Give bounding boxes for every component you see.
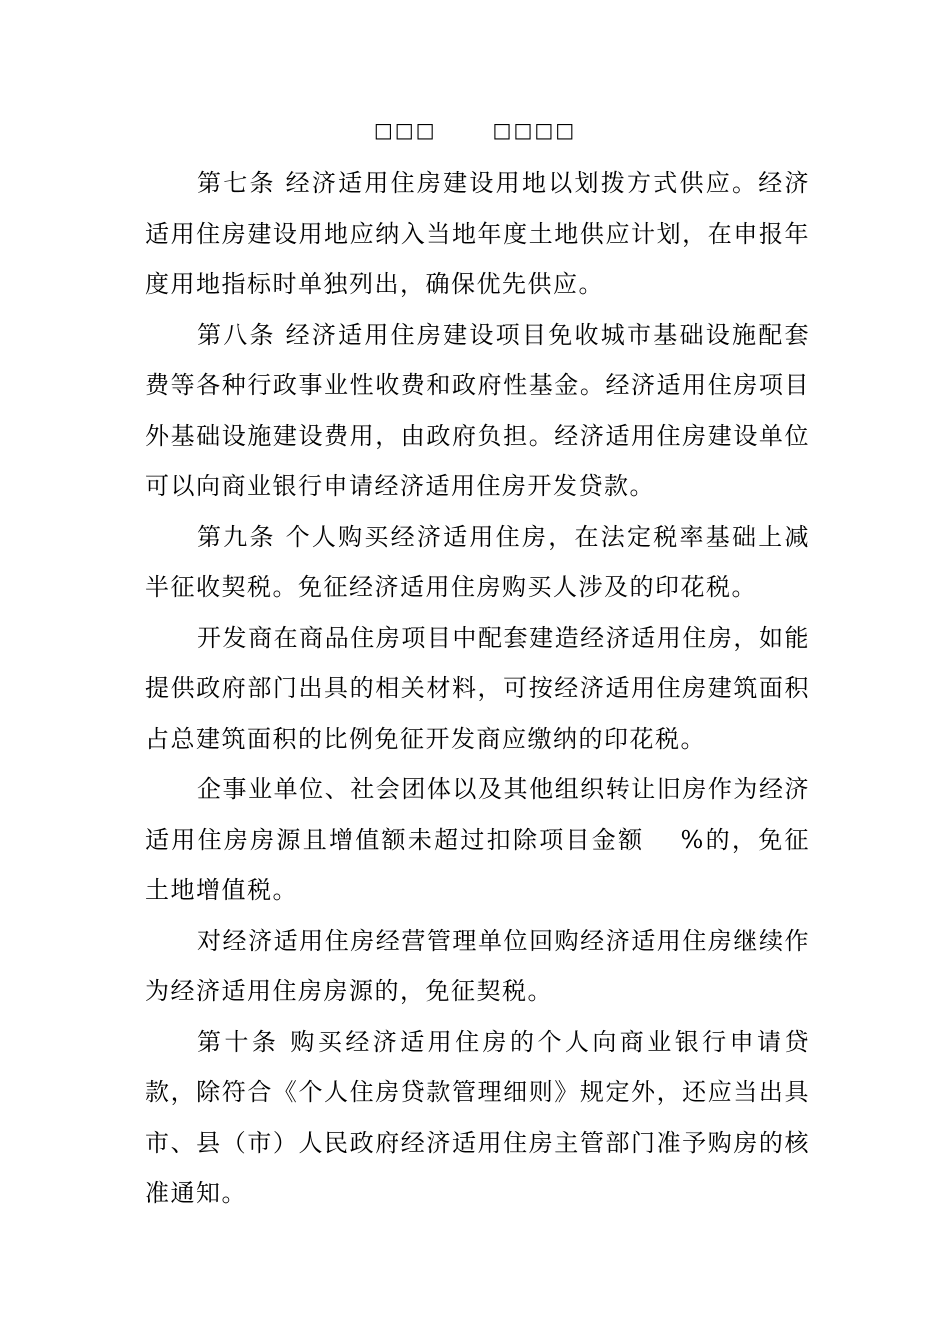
section-heading [0, 118, 950, 142]
paragraph-article-7: 第七条 经济适用住房建设用地以划拨方式供应。经济适用住房建设用地应纳入当地年度土地供应计划，在申报年度用地指标时单独列出，确保优先供应。 [145, 169, 810, 298]
paragraph-repurchase-deed-tax: 对经济适用住房经营管理单位回购经济适用住房继续作为经济适用住房房源的，免征契税。 [145, 926, 810, 1005]
paragraph-developer-stamp-duty: 开发商在商品住房项目中配套建造经济适用住房，如能提供政府部门出具的相关材料，可按经济适用住房建筑面积占总建筑面积的比例免征开发商应缴纳的印花税。 [145, 623, 810, 753]
section-heading-part2: □□□□ [492, 118, 577, 142]
paragraph-land-value-tax: 企事业单位、社会团体以及其他组织转让旧房作为经济适用住房房源且增值额未超过扣除项目金额 %的，免征土地增值税。 [145, 775, 810, 904]
section-heading-part1: □□□ [373, 118, 437, 142]
document-body [145, 158, 810, 1219]
paragraph-article-10: 第十条 购买经济适用住房的个人向商业银行申请贷款，除符合《个人住房贷款管理细则》规定外，还应当出具市、县（市）人民政府经济适用住房主管部门准予购房的核准通知。 [145, 1027, 810, 1207]
paragraph-article-8: 第八条 经济适用住房建设项目免收城市基础设施配套费等各种行政事业性收费和政府性基金。经济适用住房项目外基础设施建设费用，由政府负担。经济适用住房建设单位可以向商业银行申请经济适用住房开发贷款。 [145, 320, 810, 500]
paragraph-article-9: 第九条 个人购买经济适用住房，在法定税率基础上减半征收契税。免征经济适用住房购买人涉及的印花税。 [145, 522, 810, 601]
